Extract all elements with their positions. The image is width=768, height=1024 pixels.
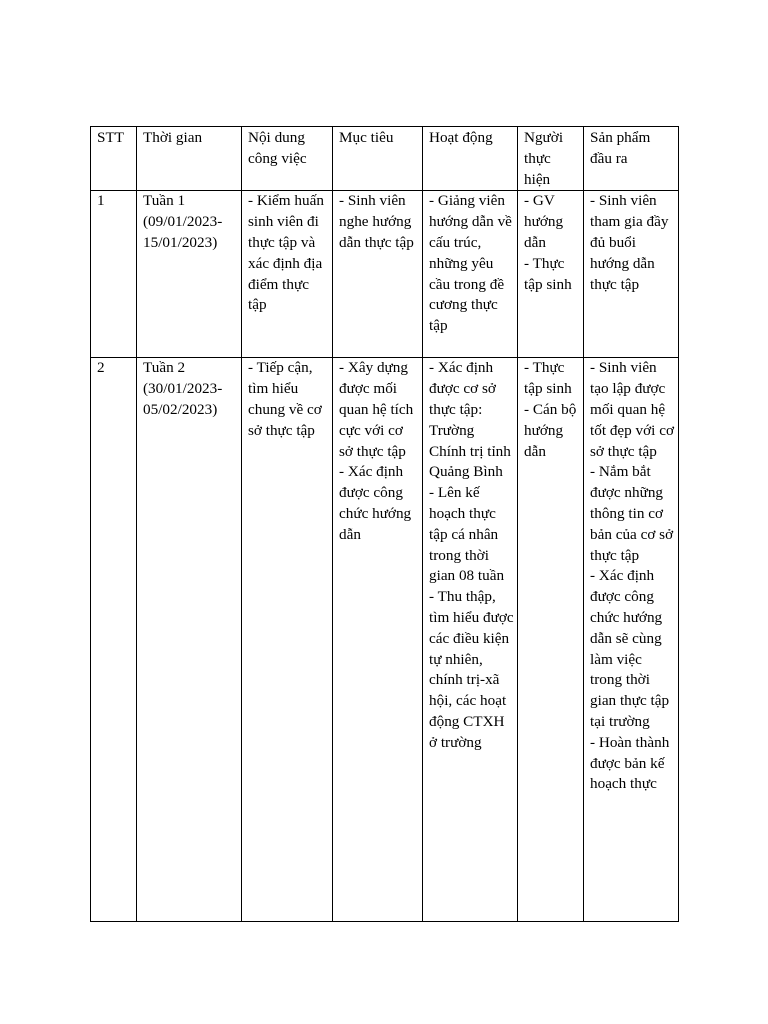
header-goal: Mục tiêu	[333, 127, 423, 191]
cell-stt: 2	[91, 358, 137, 922]
cell-goal	[333, 358, 423, 922]
internship-plan-table	[90, 126, 679, 922]
goal-item: - Xây dựng được mối quan hệ tích cực với cơ sở thực tập	[339, 359, 414, 460]
performer-item: - GV hướng dẫn	[524, 192, 564, 251]
cell-output	[584, 358, 679, 922]
header-performer: Người thực hiện	[518, 127, 584, 191]
header-stt: STT	[91, 127, 137, 191]
activity-item: - Thu thập, tìm hiểu được các điều kiện tự nhiên, chính trị-xã hội, các hoạt động CTXH ở trường	[429, 588, 514, 751]
activity-item: - Giảng viên hướng dẫn về cấu trúc, những yêu cầu trong đề cương thực tập	[429, 192, 512, 335]
activity-item: - Xác định được cơ sở thực tập: Trường Chính trị tỉnh Quảng Bình	[429, 359, 511, 481]
cell-activity	[423, 358, 518, 922]
goal-item: - Xác định được công chức hướng dẫn	[339, 463, 412, 543]
header-output: Sản phẩm đầu ra	[584, 127, 679, 191]
content-item: - Tiếp cận, tìm hiểu chung về cơ sở thực tập	[248, 359, 322, 439]
cell-time	[137, 358, 242, 922]
table-row	[91, 358, 679, 922]
time-end: 05/02/2023)	[143, 400, 218, 418]
cell-performer	[518, 358, 584, 922]
output-item: - Hoàn thành được bản kế hoạch thực	[590, 733, 670, 793]
output-item: - Xác định được công chức hướng dẫn sẽ cùng làm việc trong thời gian thực tập tại trường	[590, 567, 670, 730]
output-item: - Sinh viên tạo lập được mối quan hệ tốt đẹp với cơ sở thực tập	[590, 359, 674, 460]
output-item: - Nắm bắt được những thông tin cơ bản của cơ sở thực tập	[590, 463, 674, 564]
table-header-row	[91, 127, 679, 191]
time-week: Tuần 1	[143, 192, 186, 210]
header-activity: Hoạt động	[423, 127, 518, 191]
time-week: Tuần 2	[143, 359, 186, 377]
cell-goal	[333, 191, 423, 358]
cell-stt: 1	[91, 191, 137, 358]
activity-item: - Lên kế hoạch thực tập cá nhân trong thời gian 08 tuần	[429, 484, 505, 585]
cell-content	[242, 358, 333, 922]
table-row	[91, 191, 679, 358]
output-item: - Sinh viên tham gia đầy đủ buổi hướng dẫn thực tập	[590, 192, 669, 293]
content-item: - Kiểm huấn sinh viên đi thực tập và xác định địa điểm thực tập	[248, 192, 324, 314]
performer-item: - Cán bộ hướng dẫn	[524, 400, 577, 460]
time-start: (30/01/2023-	[143, 380, 223, 398]
cell-output	[584, 191, 679, 358]
header-time: Thời gian	[137, 127, 242, 191]
performer-item: - Thực tập sinh	[524, 359, 572, 398]
header-content: Nội dung công việc	[242, 127, 333, 191]
goal-item: - Sinh viên nghe hướng dẫn thực tập	[339, 192, 414, 251]
cell-performer	[518, 191, 584, 358]
time-start: (09/01/2023-	[143, 213, 223, 231]
cell-time	[137, 191, 242, 358]
performer-item: - Thực tập sinh	[524, 254, 572, 293]
time-end: 15/01/2023)	[143, 233, 218, 251]
cell-activity	[423, 191, 518, 358]
cell-content	[242, 191, 333, 358]
